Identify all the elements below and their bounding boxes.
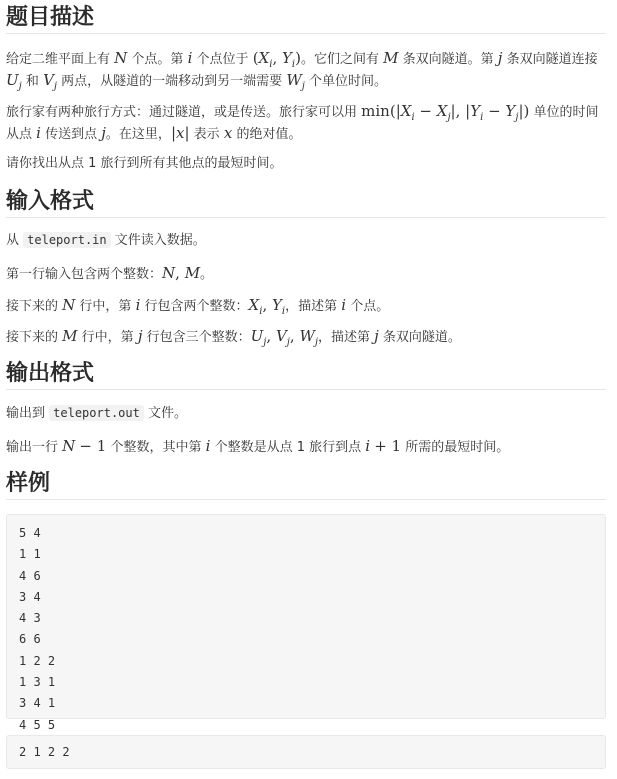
input-line-1: 从 teleport.in 文件读入数据。	[6, 233, 206, 248]
sample-input-line: 1 2 2	[19, 653, 56, 668]
output-line-2: 输出一行 N − 1 个整数，其中第 i 个整数是从点 1 旅行到点 i + 1 所需的最短时间。	[6, 437, 510, 455]
desc-line-3: 旅行家有两种旅行方式：通过隧道，或是传送。旅行家可以用 $\min(|X_i - X_j|$, $|Y_i - Y_j|$) 单位的时间	[6, 102, 599, 123]
sample-input-line: 4 3	[19, 611, 41, 626]
input-line-3: 接下来的 N 行中，第 i 行包含两个整数：$X_i$, $Y_i$，描述第 i 个点。	[6, 296, 390, 317]
section-heading-sample: 样例	[6, 470, 606, 500]
section-heading-output: 输出格式	[6, 360, 606, 390]
sample-input-line: 4 6	[19, 568, 41, 583]
sample-output-block	[6, 735, 606, 769]
sample-input-line: 3 4	[19, 589, 41, 604]
sample-output-line: 2 1 2 2	[19, 745, 70, 759]
section-heading-description: 题目描述	[6, 4, 606, 34]
sample-input-line: 5 4	[19, 526, 41, 540]
sample-input-line: 1 1	[19, 547, 41, 562]
output-line-1: 输出到 teleport.out 文件。	[6, 406, 188, 421]
sample-input-line: 6 6	[19, 632, 41, 647]
input-line-4: 接下来的 M 行中，第 j 行包含三个整数：$U_j$, $V_j$, $W_j$，描述第 j 条双向隧道。	[6, 327, 461, 348]
desc-line-2: $U_j$ 和 $V_j$ 两点，从隧道的一端移动到另一端需要 $W_j$ 个单位时间。	[6, 71, 387, 92]
input-line-2: 第一行输入包含两个整数：N, M。	[6, 264, 214, 282]
input-filename: teleport.in	[23, 232, 110, 248]
sample-input-line: 3 4 1	[19, 696, 56, 711]
output-filename: teleport.out	[49, 405, 144, 421]
desc-line-5: 请你找出从点 1 旅行到所有其他点的最短时间。	[6, 156, 283, 171]
sample-input-line: 1 3 1	[19, 675, 56, 690]
desc-line-4: 从点 i 传送到点 j。在这里，|x| 表示 x 的绝对值。	[6, 124, 302, 142]
sample-input-block	[6, 514, 606, 732]
section-heading-input: 输入格式	[6, 188, 606, 218]
sample-input-line: 4 5 5	[19, 717, 56, 732]
desc-line-1: 给定二维平面上有 N 个点。第 i 个点位于 ($X_i$, $Y_i$)。它们之间有 M 条双向隧道。第 j 条双向隧道连接	[6, 49, 598, 70]
